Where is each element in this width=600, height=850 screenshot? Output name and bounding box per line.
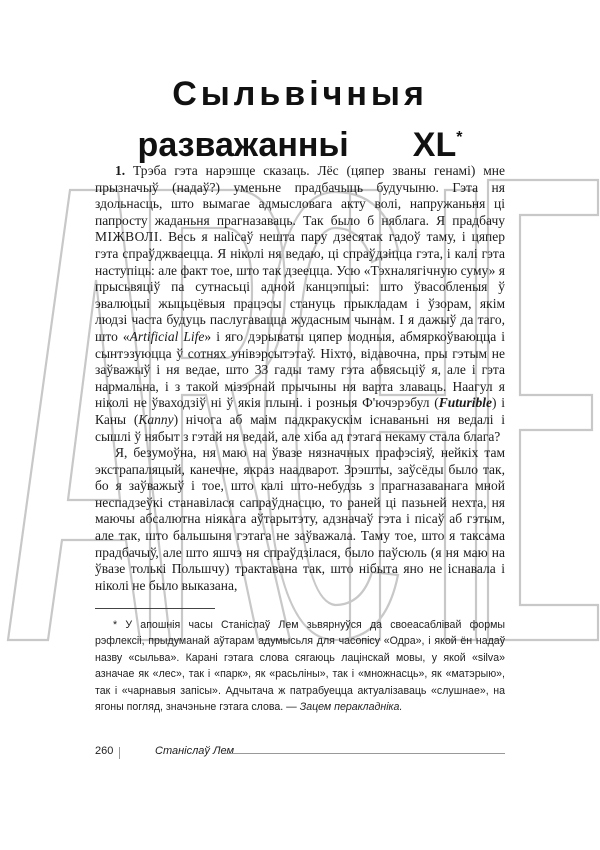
page-title: [90, 72, 510, 167]
footnote: [95, 617, 505, 715]
body-paragraph: [95, 163, 505, 445]
text-run: ) нічога аб маім падкракускім існаваньні ня ведалі і сышлі ў нябыт з гэтай ня ведай, але хіба ад гэтага некаму стала блага?: [95, 411, 506, 444]
footnote-divider: [95, 608, 215, 609]
body-text: [95, 163, 505, 594]
text-run: Kanny: [138, 411, 174, 427]
title-word: разважанньi: [137, 126, 349, 164]
text-run: Я, безумоўна, ня маю на ўвазе нязначных прафэсіяў, нейкіх там экстрапаляцый, канечне, якраз наадварот. Зрэшты, заўсёды было так, бо я заўважыў і тое, што калі што-небудзь з прагназаванага мной неспадзеўкі станавілася сапраўднасцю, то раней ці пазьней нехта, ня маючы абсалютна ніякага аўтарытэту, адзначаў гэта і пісаў аб гэтым, але так, што бальшыня гэтага не заўважала. Таму тое, што я таксама прадбачыў, але што яшчэ ня спраўдзілася, было паўсюль (я ня маю на ўвазе толькі Польшчу) трактавана так, што нібыта яно не існавала і ніколі не было выказана,: [95, 445, 505, 593]
body-paragraph: [95, 445, 505, 594]
running-footer: [95, 745, 505, 761]
text-run: Futurible: [438, 395, 493, 411]
text-run: » і яго дэрываты цяпер модныя, абмяркоўваюцца і сынтэзуюцца ў сотнях унівэрсытэтаў. Ніхто, відавочна, пры гэтым не заўважыў і ня ведае, што 33 гады таму гэта абвясьціў я, але і гэта нармальна, і з такой мізэрнай прычыны ня варта злаваць. Наагул я ніколі не ўваходзіў ні ў якія плыні. і розныя Ф'ючэрэбул (: [95, 328, 505, 411]
text-run: * У апошнія часы Станіслаў Лем зьвярнуўся да своеасаблівай формы рэфлексіі, прыдуманай аўтарам адумысьля для часопісу «Одра», і якой ён надаў назву «сыльва». Карані гэтага слова сягаюць лацінскай мовы, у якой «silva» азначае як «лес», так і «парк», як «расьліны», так і «множнасць», як «матэрыю», так і «чарнавыя запісы». Адчытача ж патрабуецца актуалізаваць «слушнае», на ягоны погляд, значэньне гэтага слова. —: [95, 619, 505, 714]
title-number: XL: [412, 126, 457, 164]
text-run: . Весь я нalісаў нешта пару дзесятак гадоў таму, і цяпер гэта спраўджваецца. Я ніколі ня ведаю, ці спраўдзіцца гэта, і калі гэта наступіць: але факт тое, што так дзеецца. Усю «Тэхналягічную суму» я прысьвяціў па сутнасьці адной канцэпцыі: што ўвасобленыя ў эвалюцыі жыцьцёвыя працэсы стануць прыкладам і ўзорам, якім людзі часта будуць паслугавацца жудасным чынам. І я дажыў да таго, што «: [95, 229, 505, 344]
text-run: ) і Каны (: [95, 395, 506, 427]
title-line-2: [90, 116, 510, 167]
text-run: Трэба гэта нарэшце сказаць. Лёс (цяпер званы генамі) мне прызначыў (надаў?) уменьне прадбачыць будучыню. Гэта ня здольнасць, што вымагае адмысловага акту волі, напружаньня ці папросту жаданьня прагназаваць. Так было б няблага. Я прадбачу: [95, 163, 505, 228]
footer-rule: [225, 753, 505, 754]
footer-separator: [119, 747, 120, 759]
text-run: МІЖВОЛІ: [95, 229, 159, 245]
footnote-marker: *: [456, 129, 463, 146]
running-author: Станіслаў Лем: [155, 745, 235, 757]
footnote-paragraph: [95, 617, 505, 715]
text-run: Artificial Life: [129, 328, 205, 344]
text-run: Зацем перакладніка.: [299, 701, 403, 714]
title-line-1: Сыльвiчныя: [172, 75, 428, 113]
page-number: 260: [95, 745, 114, 757]
paragraph-number: 1.: [115, 163, 126, 178]
